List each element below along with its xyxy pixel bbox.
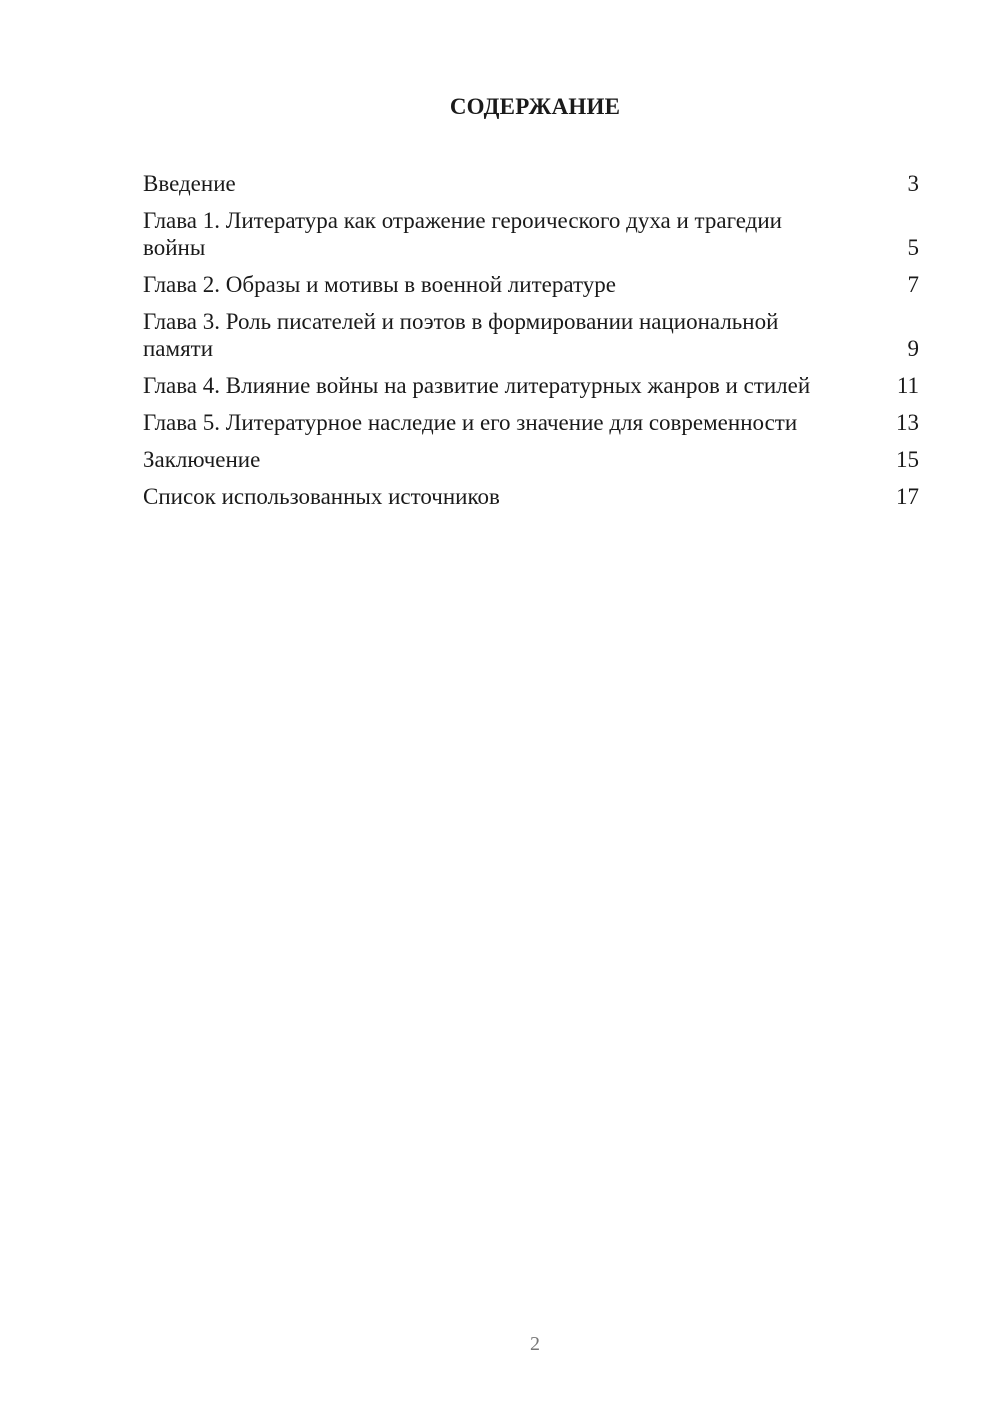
toc-entry-chapter-2	[143, 271, 919, 298]
toc-entry-label: Глава 1. Литература как отражение героического духа и трагедии войны	[143, 208, 782, 260]
toc-entry-label: Заключение	[143, 447, 261, 472]
toc-entry-label: Глава 3. Роль писателей и поэтов в формировании национальной памяти	[143, 309, 779, 361]
toc-entry-label: Список использованных источников	[143, 484, 500, 509]
toc-entry-introduction	[143, 170, 919, 197]
toc-entry-page: 9	[907, 336, 919, 361]
toc-entry-page: 15	[896, 447, 919, 472]
toc-entry-page: 11	[896, 373, 919, 398]
table-of-contents	[143, 170, 919, 520]
toc-entry-page: 17	[896, 484, 919, 509]
toc-entry-references	[143, 483, 919, 510]
toc-entry-conclusion	[143, 446, 919, 473]
page-title: СОДЕРЖАНИЕ	[449, 94, 621, 119]
toc-entry-chapter-5	[143, 409, 919, 436]
toc-entry-chapter-3	[143, 308, 919, 362]
toc-entry-label: Глава 5. Литературное наследие и его значение для современности	[143, 410, 798, 435]
toc-entry-page: 5	[907, 235, 919, 260]
toc-entry-chapter-4	[143, 372, 919, 399]
toc-entry-page: 13	[896, 410, 919, 435]
toc-entry-page: 3	[907, 171, 919, 196]
page-number: 2	[530, 1333, 540, 1355]
toc-entry-label: Введение	[143, 171, 236, 196]
toc-entry-label: Глава 2. Образы и мотивы в военной литературе	[143, 272, 616, 297]
toc-entry-chapter-1	[143, 207, 919, 261]
toc-entry-page: 7	[907, 272, 919, 297]
toc-entry-label: Глава 4. Влияние войны на развитие литературных жанров и стилей	[143, 373, 811, 398]
